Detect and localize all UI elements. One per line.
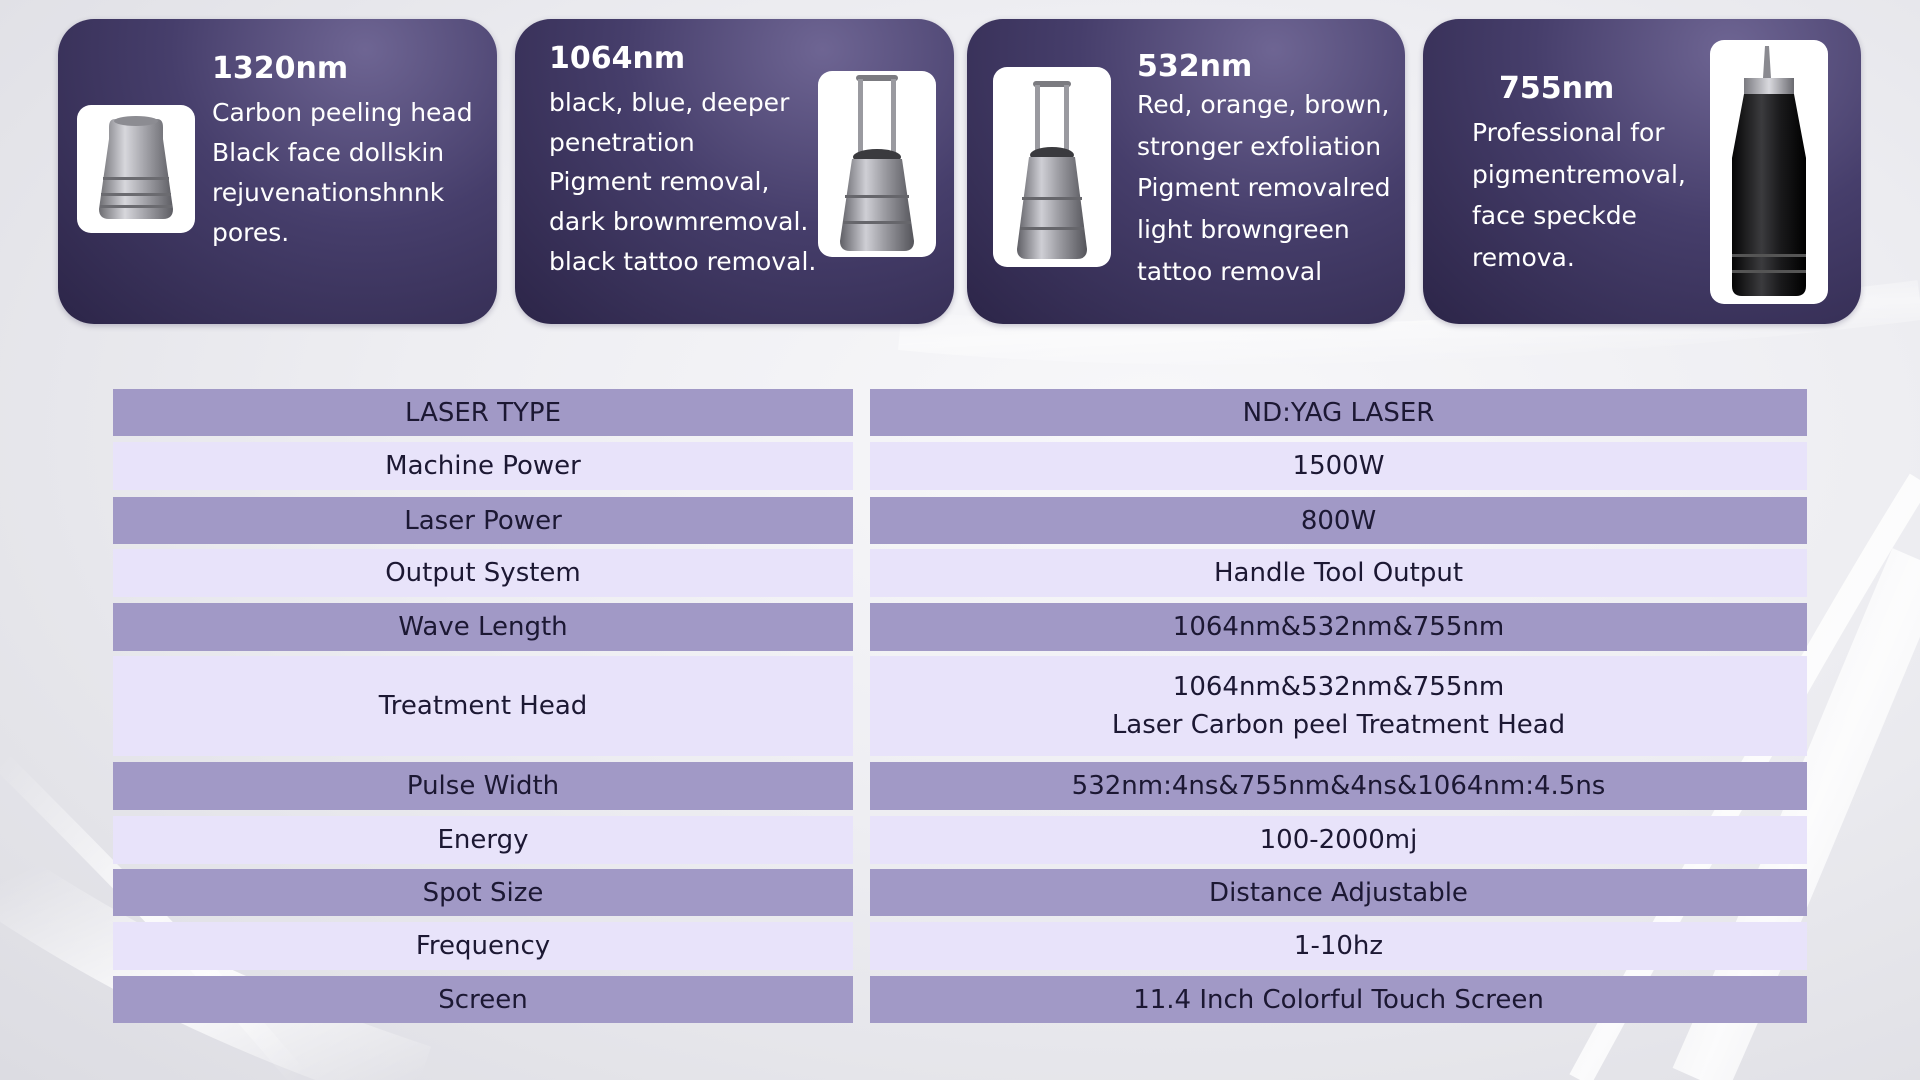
table-cell-label: Wave Length bbox=[113, 603, 853, 651]
card-text-line: Red, orange, brown, bbox=[1137, 90, 1390, 119]
755nm-head-icon bbox=[1710, 40, 1828, 304]
table-row bbox=[113, 762, 1807, 810]
table-cell-label: Laser Power bbox=[113, 497, 853, 544]
table-header-label: LASER TYPE bbox=[113, 389, 853, 436]
card-text-line: Pigment removal, bbox=[549, 167, 770, 196]
table-cell-value-line: 1064nm&532nm&755nm bbox=[1172, 672, 1505, 702]
table-cell-value: Handle Tool Output bbox=[870, 549, 1807, 597]
table-row bbox=[113, 922, 1807, 970]
card-title: 1064nm bbox=[549, 41, 686, 76]
table-header-value: ND:YAG LASER bbox=[870, 389, 1807, 436]
table-cell-value bbox=[870, 656, 1807, 756]
table-row bbox=[113, 603, 1807, 651]
table-cell-value: 1064nm&532nm&755nm bbox=[870, 603, 1807, 651]
carbon-peel-head-icon bbox=[77, 105, 195, 233]
table-cell-value: 800W bbox=[870, 497, 1807, 544]
table-row bbox=[113, 656, 1807, 756]
table-cell-value: 1500W bbox=[870, 442, 1807, 490]
card-text-line: Professional for bbox=[1472, 118, 1665, 147]
table-cell-label: Screen bbox=[113, 976, 853, 1023]
card-title: 1320nm bbox=[212, 51, 349, 86]
card-title: 532nm bbox=[1137, 49, 1253, 84]
table-row bbox=[113, 549, 1807, 597]
card-text-line: dark browmremoval. bbox=[549, 207, 809, 236]
card-text-line: black tattoo removal. bbox=[549, 247, 817, 276]
table-cell-label: Pulse Width bbox=[113, 762, 853, 810]
table-cell-label: Machine Power bbox=[113, 442, 853, 490]
card-text-line: Carbon peeling head bbox=[212, 98, 473, 127]
card-text-line: rejuvenationshnnk bbox=[212, 178, 445, 207]
card-text-line: light browngreen bbox=[1137, 215, 1350, 244]
card-1064nm bbox=[515, 19, 954, 324]
532nm-head-icon bbox=[993, 67, 1111, 267]
card-text-line: face speckde bbox=[1472, 201, 1637, 230]
card-text-line: pores. bbox=[212, 218, 290, 247]
card-755nm bbox=[1423, 19, 1861, 324]
card-text-line: Pigment removalred bbox=[1137, 173, 1391, 202]
table-row bbox=[113, 497, 1807, 544]
card-text-line: pigmentremoval, bbox=[1472, 160, 1686, 189]
table-cell-label: Output System bbox=[113, 549, 853, 597]
table-cell-value: 1-10hz bbox=[870, 922, 1807, 970]
table-cell-value-line: Laser Carbon peel Treatment Head bbox=[1111, 710, 1566, 740]
table-cell-label: Frequency bbox=[113, 922, 853, 970]
table-cell-value: 11.4 Inch Colorful Touch Screen bbox=[870, 976, 1807, 1023]
card-1320nm bbox=[58, 19, 497, 324]
card-text-line: penetration bbox=[549, 128, 695, 157]
table-row bbox=[113, 442, 1807, 490]
card-text-line: tattoo removal bbox=[1137, 257, 1323, 286]
table-cell-label: Spot Size bbox=[113, 869, 853, 916]
card-text-line: Black face dollskin bbox=[212, 138, 445, 167]
table-cell-label: Energy bbox=[113, 816, 853, 864]
card-title: 755nm bbox=[1499, 71, 1615, 106]
table-cell-label: Treatment Head bbox=[113, 656, 853, 756]
table-row bbox=[113, 869, 1807, 916]
table-row bbox=[113, 816, 1807, 864]
card-text-line: remova. bbox=[1472, 243, 1575, 272]
table-cell-value: Distance Adjustable bbox=[870, 869, 1807, 916]
card-text-line: black, blue, deeper bbox=[549, 88, 790, 117]
table-header-row bbox=[113, 389, 1807, 436]
card-text-line: stronger exfoliation bbox=[1137, 132, 1382, 161]
table-row bbox=[113, 976, 1807, 1023]
table-cell-value: 532nm:4ns&755nm&4ns&1064nm:4.5ns bbox=[870, 762, 1807, 810]
card-532nm bbox=[967, 19, 1405, 324]
1064nm-head-icon bbox=[818, 71, 936, 257]
table-cell-value: 100-2000mj bbox=[870, 816, 1807, 864]
